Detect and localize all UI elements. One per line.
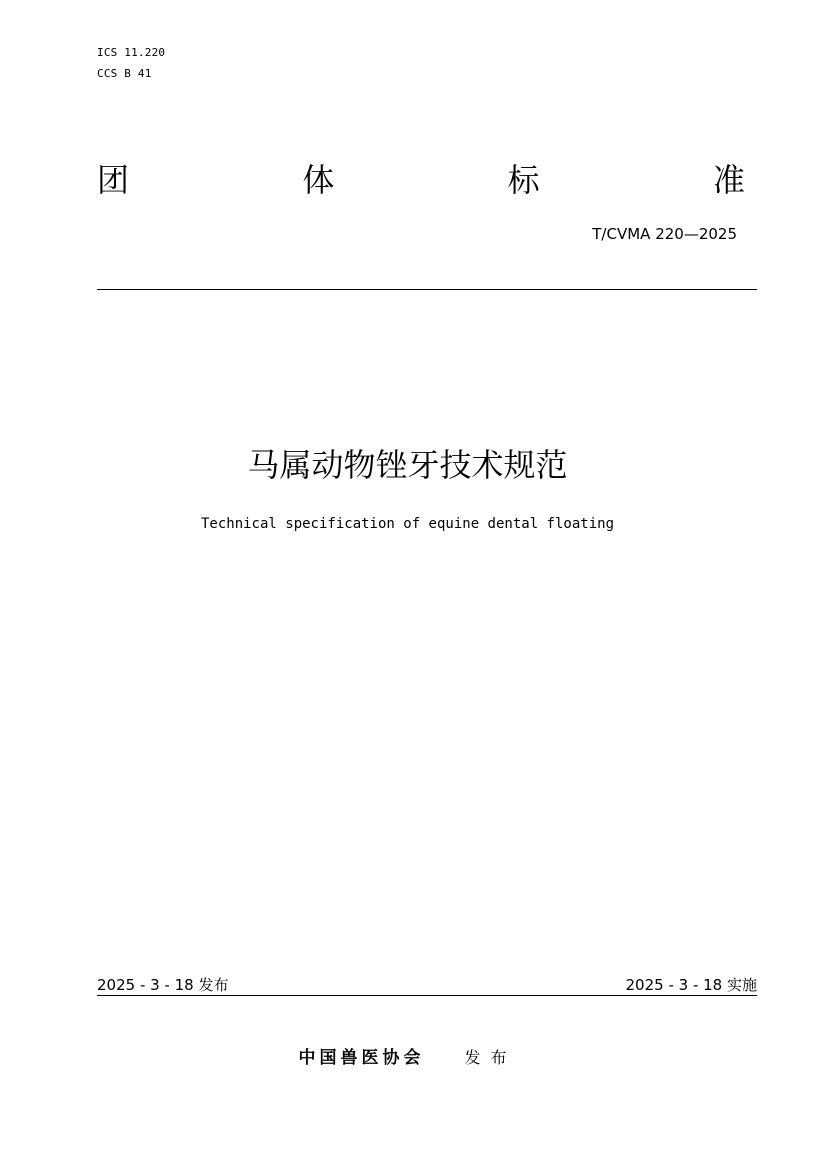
publisher-action: 发布 — [464, 1048, 517, 1067]
ccs-code: CCS B 41 — [97, 67, 152, 80]
implementation-date: 2025 - 3 - 18 实施 — [625, 976, 757, 994]
publisher-line — [0, 1045, 815, 1071]
classification-codes — [97, 42, 165, 84]
document-title-zh: 马属动物锉牙技术规范 — [247, 446, 568, 484]
publisher-name: 中国兽医协会 — [298, 1048, 425, 1068]
standard-type-char-2: 体 — [302, 161, 335, 199]
document-title-en: Technical specification of equine dental floating — [200, 516, 614, 532]
ics-code: ICS 11.220 — [97, 46, 166, 59]
standard-number: T/CVMA 220—2025 — [592, 225, 737, 243]
header-divider — [97, 289, 757, 290]
date-row — [97, 974, 757, 996]
standard-type-heading — [97, 160, 745, 200]
issue-date: 2025 - 3 - 18 发布 — [97, 976, 229, 994]
standard-type-char-3: 标 — [507, 161, 540, 199]
footer-divider — [97, 995, 757, 996]
standard-type-char-4: 准 — [712, 161, 745, 199]
standard-type-char-1: 团 — [97, 161, 130, 199]
